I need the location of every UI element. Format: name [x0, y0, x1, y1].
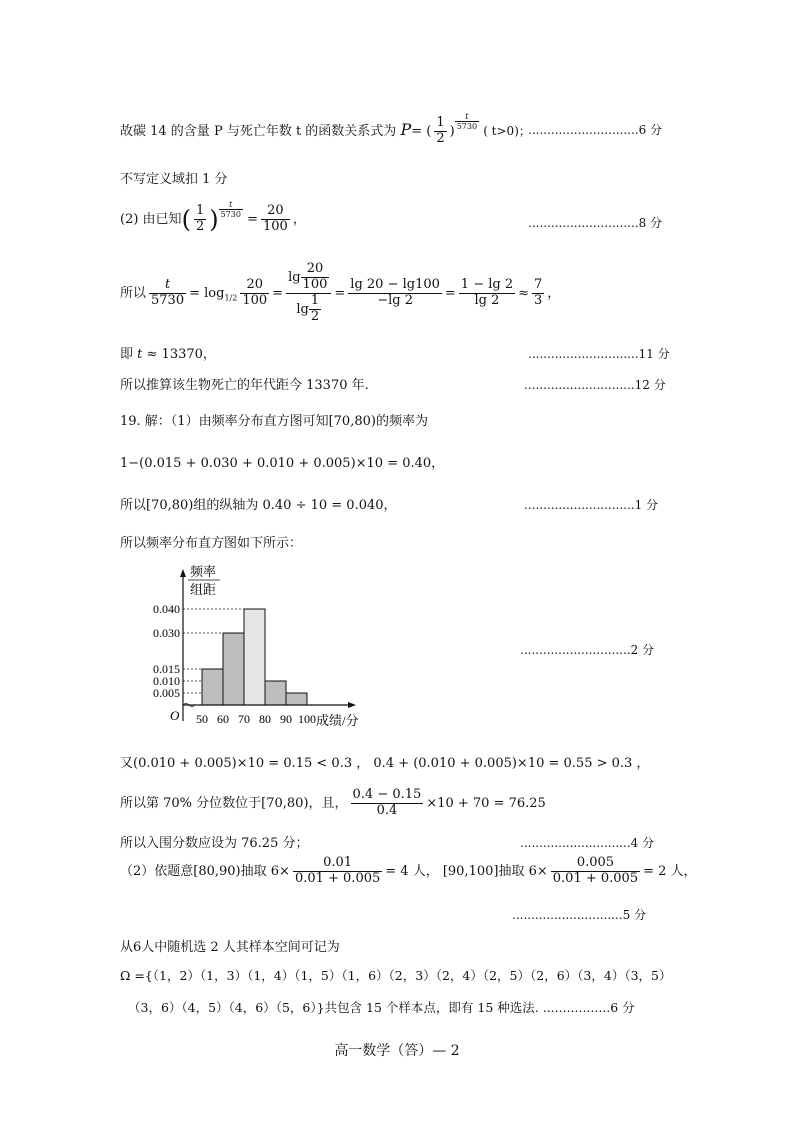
x-axis-arrow: [348, 702, 356, 708]
score-mark: .............................2 分: [520, 643, 655, 657]
score-mark: .............................12 分: [524, 378, 666, 392]
x-tick-label-70: 70: [238, 712, 250, 726]
histogram-bar-90-100: [286, 693, 307, 705]
histogram-bar-60-70: [223, 633, 244, 705]
line-1: 故碳 14 的含量 P 与死亡年数 t 的函数关系式为 P= ( $\frac{1}{2}$ ) $^{\frac{t}{5730}}$ ( t>0)；: [120, 111, 531, 146]
score-mark: .............................4 分: [520, 836, 655, 850]
exponent-fraction: t 5730: [220, 199, 241, 220]
frequency-histogram: [140, 563, 400, 733]
origin-label: O: [170, 708, 180, 723]
x-tick-label-60: 60: [217, 712, 229, 726]
y-tick-label-0.005: 0.005: [153, 686, 180, 700]
fraction: $\frac{7}{3}$: [534, 276, 543, 308]
fraction: lg $\frac{20}{100}$ lg $\frac{1}{2}$: [286, 262, 331, 325]
line-2: 不写定义域扣 1 分: [120, 172, 228, 187]
y-tick-label-0.030: 0.030: [153, 626, 180, 640]
x-tick-label-80: 80: [259, 712, 271, 726]
x-axis-label: 成绩/分: [316, 713, 359, 728]
histogram-bar-50-60: [202, 669, 223, 705]
fraction: $\frac{0.01}{0.01 + 0.005}$: [294, 855, 381, 886]
line-8: 1−(0.015 + 0.030 + 0.010 + 0.005)×10 = 0.40，: [120, 456, 445, 471]
y-label-top: 频率: [190, 564, 217, 579]
histogram-bar-80-90: [265, 681, 286, 705]
line-16: Ω ={（1，2）（1，3）（1，4）（1，5）（1，6）（2，3）（2，4）（2，5）（2，6）（3，4）（3，5）: [120, 968, 672, 983]
y-axis-arrow: [180, 569, 186, 577]
fraction: $\frac{20}{100}$: [242, 276, 268, 308]
line-13: 所以入围分数应设为 76.25 分；: [120, 836, 309, 851]
fraction: $\frac{\lg 20 - \lg 100}{-\lg 2}$: [350, 276, 440, 308]
line-10: 所以频率分布直方图如下所示：: [120, 536, 303, 551]
fraction: $\frac{1 - \lg 2}{\lg 2}$: [460, 276, 514, 308]
score-mark: .............................11 分: [528, 347, 670, 361]
score-mark: .............................1 分: [524, 498, 659, 512]
fraction: $\frac{1}{2}$: [436, 115, 445, 146]
page-footer: 高一数学（答）— 2: [334, 1043, 460, 1059]
line-4: 所以 $\frac{t}{5730}$ = $\log_{1/2}$ $\frac{20}{100}$ = lg $\frac{20}{100}$ lg $\frac{1}{2}$ = $\frac{\lg 20 - \lg 100}{-\lg 2}$ = $\frac{1 - \lg 2}{\lg 2}$ ≈ $\frac{7}{3}$ ，: [120, 261, 561, 324]
line-12: 所以第 70% 分位数位于[70,80)，且， $\frac{0.4 - 0.15}{0.4}$ ×10 + 70 = 76.25: [120, 787, 546, 818]
line-5: 即 t ≈ 13370，: [120, 347, 216, 362]
x-tick-label-90: 90: [280, 712, 292, 726]
fraction: $\frac{1}{2}$: [195, 203, 205, 234]
fraction: $\frac{0.4 - 0.15}{0.4}$: [352, 787, 422, 818]
line-14: （2）依题意[80,90)抽取 6× $\frac{0.01}{0.01 + 0.005}$ = 4 人， [90,100]抽取 6× $\frac{0.005}{0.01 + 0.005}$ = 2 人，: [120, 855, 697, 886]
fraction: $\frac{t}{5730}$: [151, 276, 185, 308]
fraction: $\frac{0.005}{0.01 + 0.005}$: [552, 855, 639, 886]
histogram-bar-70-80: [244, 609, 265, 705]
y-label-bottom: 组距: [190, 582, 217, 597]
fraction: $\frac{20}{100}$: [263, 203, 288, 234]
exponent-fraction: t 5730: [456, 111, 478, 132]
score-mark: .............................6 分: [528, 123, 663, 137]
x-tick-label-50: 50: [196, 712, 208, 726]
line-6: 所以推算该生物死亡的年代距今 13370 年.: [120, 378, 369, 393]
line-7: 19. 解：（1）由频率分布直方图可知[70,80)的频率为: [120, 414, 428, 429]
y-tick-label-0.015: 0.015: [153, 662, 180, 676]
score-mark: .............................8 分: [528, 216, 663, 230]
line-17: （3，6）（4，5）（4，6）（5，6）}共包含 15 个样本点，即有 15 种选法. .................6 分: [128, 1000, 635, 1015]
line-11: 又(0.010 + 0.005)×10 = 0.15 < 0.3 ， 0.4 + (0.010 + 0.005)×10 = 0.55 > 0.3 ，: [120, 756, 650, 771]
y-tick-label-0.010: 0.010: [153, 674, 180, 688]
score-mark: .............................5 分: [512, 908, 647, 922]
line-9: 所以[70,80)组的纵轴为 0.40 ÷ 10 = 0.040，: [120, 498, 397, 513]
x-tick-label-100: 100: [298, 712, 316, 726]
line-3: (2) 由已知( $\frac{1}{2}$ ) $^{\frac{t}{5730}}$ = $\frac{20}{100}$ ，: [120, 199, 306, 234]
line-15: 从6人中随机选 2 人其样本空间可记为: [120, 940, 340, 955]
y-tick-label-0.040: 0.040: [153, 602, 180, 616]
